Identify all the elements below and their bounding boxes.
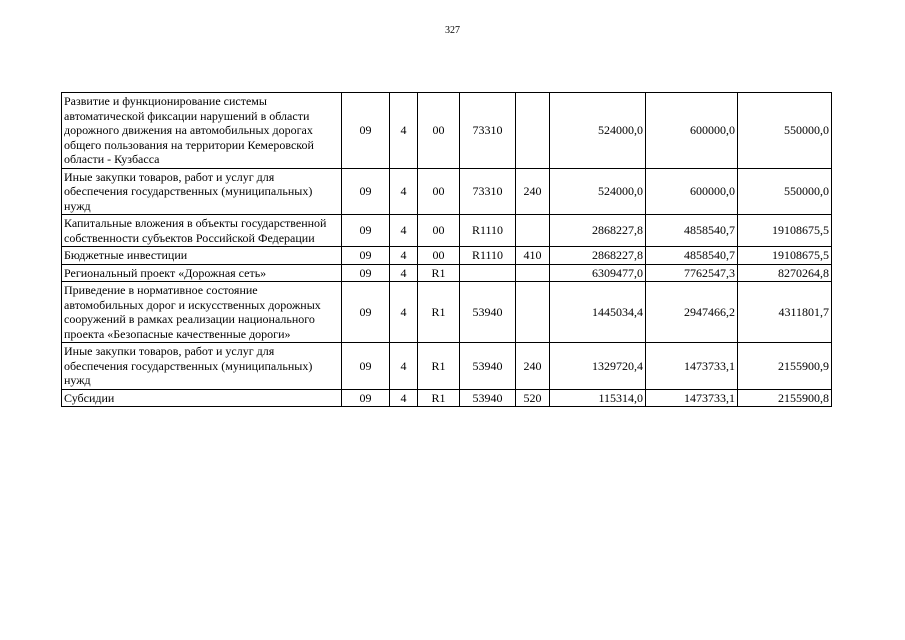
- subprogram-code: 00: [418, 168, 460, 215]
- amount-year-3: 19108675,5: [738, 247, 832, 265]
- table-row: [62, 343, 832, 390]
- row-name: Развитие и функционирование системы автоматической фиксации нарушений в области дорожного движения на автомобильных дорогах общего пользования на территории Кемеровской области - Кузбасса: [62, 93, 342, 169]
- amount-year-3: 2155900,9: [738, 343, 832, 390]
- section-code: 09: [342, 343, 390, 390]
- direction-code: R1110: [460, 247, 516, 265]
- amount-year-1: 2868227,8: [550, 247, 646, 265]
- program-code: 4: [390, 215, 418, 247]
- direction-code: 53940: [460, 282, 516, 343]
- expense-type-code: [516, 282, 550, 343]
- row-name: Региональный проект «Дорожная сеть»: [62, 264, 342, 282]
- direction-code: R1110: [460, 215, 516, 247]
- subprogram-code: 00: [418, 247, 460, 265]
- amount-year-2: 1473733,1: [646, 343, 738, 390]
- amount-year-1: 524000,0: [550, 93, 646, 169]
- amount-year-1: 2868227,8: [550, 215, 646, 247]
- amount-year-1: 524000,0: [550, 168, 646, 215]
- subprogram-code: 00: [418, 93, 460, 169]
- direction-code: 53940: [460, 343, 516, 390]
- direction-code: 53940: [460, 389, 516, 407]
- amount-year-2: 600000,0: [646, 168, 738, 215]
- page-number: 327: [445, 25, 460, 36]
- direction-code: [460, 264, 516, 282]
- direction-code: 73310: [460, 93, 516, 169]
- section-code: 09: [342, 215, 390, 247]
- subprogram-code: R1: [418, 264, 460, 282]
- row-name: Приведение в нормативное состояние автомобильных дорог и искусственных дорожных сооружений в рамках реализации национального проекта «Безопасные качественные дороги»: [62, 282, 342, 343]
- amount-year-3: 19108675,5: [738, 215, 832, 247]
- expense-type-code: [516, 264, 550, 282]
- expense-type-code: [516, 215, 550, 247]
- amount-year-3: 550000,0: [738, 93, 832, 169]
- program-code: 4: [390, 168, 418, 215]
- table-row: [62, 168, 832, 215]
- amount-year-1: 1445034,4: [550, 282, 646, 343]
- table-row: [62, 93, 832, 169]
- section-code: 09: [342, 247, 390, 265]
- amount-year-2: 4858540,7: [646, 247, 738, 265]
- table-row: [62, 247, 832, 265]
- table-row: [62, 282, 832, 343]
- table-row: [62, 215, 832, 247]
- amount-year-2: 1473733,1: [646, 389, 738, 407]
- amount-year-1: 115314,0: [550, 389, 646, 407]
- row-name: Бюджетные инвестиции: [62, 247, 342, 265]
- section-code: 09: [342, 168, 390, 215]
- program-code: 4: [390, 93, 418, 169]
- budget-table: [61, 92, 832, 407]
- program-code: 4: [390, 247, 418, 265]
- table-row: [62, 389, 832, 407]
- subprogram-code: 00: [418, 215, 460, 247]
- row-name: Иные закупки товаров, работ и услуг для обеспечения государственных (муниципальных) нужд: [62, 168, 342, 215]
- expense-type-code: 520: [516, 389, 550, 407]
- section-code: 09: [342, 264, 390, 282]
- row-name: Капитальные вложения в объекты государственной собственности субъектов Российской Федерации: [62, 215, 342, 247]
- expense-type-code: 410: [516, 247, 550, 265]
- amount-year-3: 550000,0: [738, 168, 832, 215]
- program-code: 4: [390, 282, 418, 343]
- amount-year-2: 4858540,7: [646, 215, 738, 247]
- amount-year-1: 6309477,0: [550, 264, 646, 282]
- row-name: Иные закупки товаров, работ и услуг для обеспечения государственных (муниципальных) нужд: [62, 343, 342, 390]
- amount-year-3: 4311801,7: [738, 282, 832, 343]
- amount-year-2: 7762547,3: [646, 264, 738, 282]
- amount-year-3: 8270264,8: [738, 264, 832, 282]
- amount-year-1: 1329720,4: [550, 343, 646, 390]
- program-code: 4: [390, 389, 418, 407]
- section-code: 09: [342, 93, 390, 169]
- subprogram-code: R1: [418, 389, 460, 407]
- row-name: Субсидии: [62, 389, 342, 407]
- expense-type-code: 240: [516, 168, 550, 215]
- subprogram-code: R1: [418, 282, 460, 343]
- amount-year-3: 2155900,8: [738, 389, 832, 407]
- section-code: 09: [342, 389, 390, 407]
- expense-type-code: [516, 93, 550, 169]
- expense-type-code: 240: [516, 343, 550, 390]
- subprogram-code: R1: [418, 343, 460, 390]
- section-code: 09: [342, 282, 390, 343]
- amount-year-2: 2947466,2: [646, 282, 738, 343]
- direction-code: 73310: [460, 168, 516, 215]
- program-code: 4: [390, 343, 418, 390]
- table-row: [62, 264, 832, 282]
- amount-year-2: 600000,0: [646, 93, 738, 169]
- program-code: 4: [390, 264, 418, 282]
